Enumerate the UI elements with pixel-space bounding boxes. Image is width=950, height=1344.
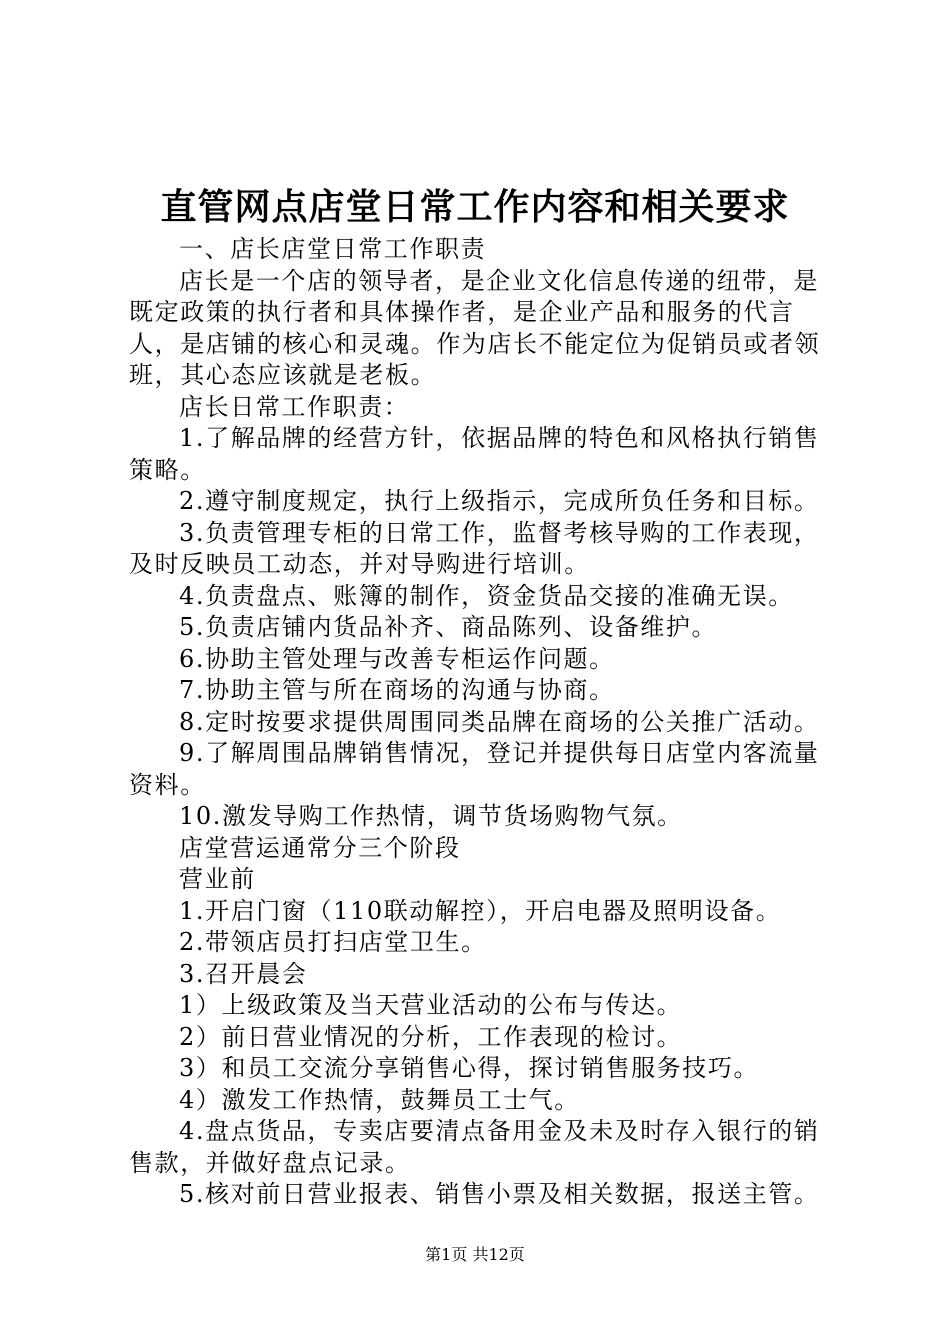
list-item: 4.负责盘点、账簿的制作，资金货品交接的准确无误。 — [179, 581, 794, 610]
paragraph: 店长是一个店的领导者，是企业文化信息传递的纽带，是既定政策的执行者和具体操作者，是企业产品和服务的代言人，是店铺的核心和灵魂。作为店长不能定位为促销员或者领班，其心态应该就是老板。 — [129, 266, 821, 389]
list-item: 8.定时按要求提供周围同类品牌在商场的公关推广活动。 — [179, 707, 820, 736]
subsection-heading: 营业前 — [179, 865, 256, 893]
list-item: 3.召开晨会 — [179, 959, 308, 988]
list-item: 4.盘点货品，专卖店要清点备用金及未及时存入银行的销售款，并做好盘点记录。 — [129, 1117, 820, 1177]
list-item: 3）和员工交流分享销售心得，探讨销售服务技巧。 — [179, 1054, 760, 1082]
list-item: 2）前日营业情况的分析，工作表现的检讨。 — [179, 1022, 683, 1051]
list-item: 4）激发工作热情，鼓舞员工士气。 — [179, 1085, 580, 1114]
list-item: 5.负责店铺内货品补齐、商品陈列、设备维护。 — [179, 613, 718, 641]
page-footer: 第1页 共12页 — [425, 1245, 525, 1264]
list-item: 2.遵守制度规定，执行上级指示，完成所负任务和目标。 — [179, 487, 820, 515]
list-item: 1）上级政策及当天营业活动的公布与传达。 — [179, 991, 683, 1019]
paragraph: 店长日常工作职责： — [179, 392, 410, 421]
list-item: 5.核对前日营业报表、销售小票及相关数据，报送主管。 — [179, 1180, 820, 1208]
list-item: 9.了解周围品牌销售情况，登记并提供每日店堂内客流量资料。 — [129, 739, 820, 799]
paragraph: 店堂营运通常分三个阶段 — [179, 833, 461, 862]
document-body — [129, 234, 835, 1211]
list-item: 3.负责管理专柜的日常工作，监督考核导购的工作表现，及时反映员工动态，并对导购进行培训。 — [129, 518, 820, 578]
list-item: 7.协助主管与所在商场的沟通与协商。 — [179, 676, 615, 704]
list-item: 1.开启门窗（110联动解控），开启电器及照明设备。 — [179, 896, 782, 925]
list-item: 1.了解品牌的经营方针，依据品牌的特色和风格执行销售策略。 — [129, 424, 820, 484]
document-title: 直管网点店堂日常工作内容和相关要求 — [160, 187, 790, 228]
list-item: 6.协助主管处理与改善专柜运作问题。 — [179, 644, 615, 673]
list-item: 10.激发导购工作热情，调节货场购物气氛。 — [179, 802, 683, 830]
list-item: 2.带领店员打扫店堂卫生。 — [179, 928, 487, 956]
section-heading: 一、店长店堂日常工作职责 — [179, 235, 487, 263]
